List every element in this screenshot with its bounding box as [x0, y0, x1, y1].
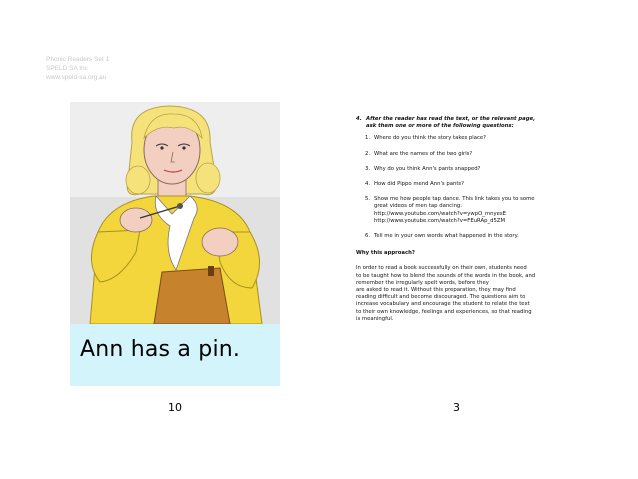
why-line: remember the irregularly spelt words, before they	[356, 279, 489, 286]
why-line: to their own knowledge, feelings and experiences, so that reading	[356, 308, 532, 315]
question-text: How did Pippo mend Ann's pants?	[374, 181, 464, 188]
watermark-line: www.speld-sa.org.au	[46, 74, 107, 81]
why-heading: Why this approach?	[356, 250, 415, 257]
intro-number: 4.	[356, 116, 362, 122]
left-page-number: 10	[168, 401, 182, 414]
why-line: increase vocabulary and encourage the student to relate the text	[356, 301, 530, 308]
question-number: 4.	[365, 181, 371, 188]
video-link[interactable]: http://www.youtube.com/watch?v=ywpO_mnyesE	[374, 210, 506, 217]
question-text: What are the names of the two girls?	[374, 150, 473, 157]
why-line: are asked to read it. Without this preparation, they may find	[356, 287, 516, 294]
question-number: 5.	[365, 196, 371, 203]
question-item	[365, 135, 586, 142]
question-text: great videos of men tap dancing:	[374, 203, 463, 210]
why-line: is meaningful.	[356, 315, 394, 322]
watermark-line: Phonic Readers Set 1	[46, 56, 110, 63]
question-item	[365, 151, 586, 158]
question-number: 2.	[365, 150, 371, 157]
watermark	[46, 55, 109, 82]
intro-instruction	[356, 116, 586, 130]
question-item	[365, 181, 586, 188]
question-number: 3.	[365, 165, 371, 172]
why-paragraph	[356, 265, 586, 323]
why-line: to be taught how to blend the sounds of the words in the book, and	[356, 272, 536, 279]
watermark-line: SPELD SA Inc	[46, 65, 88, 72]
girl-drawing	[70, 102, 280, 324]
question-text: Why do you think Ann's pants snapped?	[374, 165, 481, 172]
intro-line: ask them one or more of the following questions:	[366, 123, 514, 130]
story-caption: Ann has a pin.	[80, 337, 241, 362]
intro-line: After the reader has read the text, or the relevant page,	[366, 116, 536, 122]
question-text: Where do you think the story takes place?	[374, 135, 486, 142]
caption-box	[70, 324, 280, 386]
question-list	[365, 135, 586, 240]
question-item	[365, 166, 586, 173]
right-page-number: 3	[453, 401, 460, 414]
why-line: reading difficult and become discouraged. The questions aim to	[356, 294, 526, 301]
question-text: Show me how people tap dance. This link takes you to some	[374, 196, 535, 203]
instructions-column	[356, 116, 586, 323]
question-number: 1.	[365, 135, 371, 142]
question-item	[365, 196, 586, 225]
question-number: 6.	[365, 233, 371, 240]
question-item	[365, 233, 586, 240]
video-link[interactable]: http://www.youtube.com/watch?v=FEuRAp_d5ZM	[374, 217, 506, 224]
why-line: In order to read a book successfully on their own, students need	[356, 265, 527, 272]
question-text: Tell me in your own words what happened in the story.	[374, 233, 519, 240]
story-illustration	[70, 102, 280, 324]
